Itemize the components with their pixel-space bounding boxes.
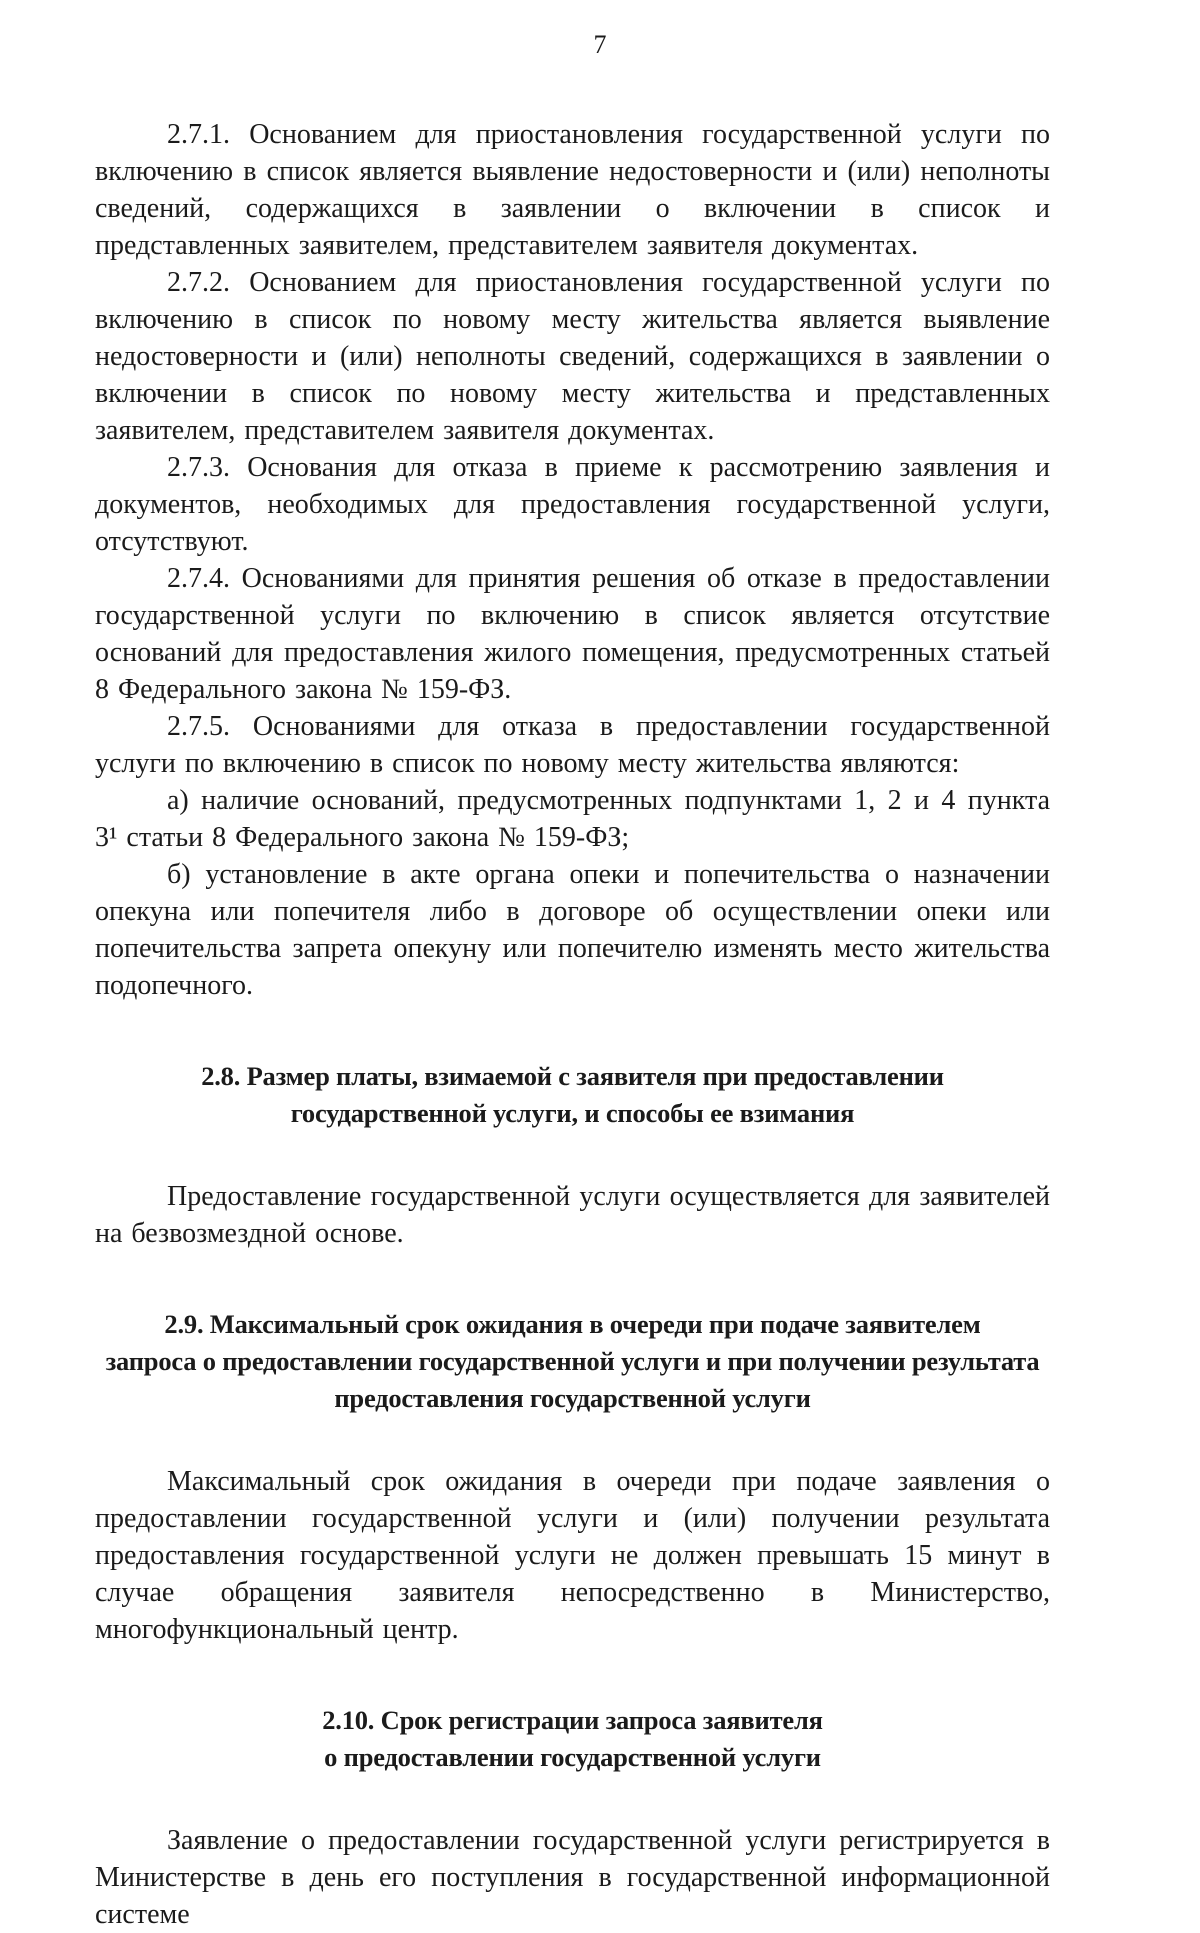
section-heading-2-9-line-2: запроса о предоставлении государственной услуги и при получении результата bbox=[105, 1346, 1040, 1376]
paragraph-2-10: Заявление о предоставлении государственной услуги регистрируется в Министерстве в день его поступления в государственной информационной системе bbox=[95, 1825, 1050, 1930]
paragraph-2-7-4: 2.7.4. Основаниями для принятия решения об отказе в предоставлении государственной услуги по включению в список является отсутствие оснований для предоставления жилого помещения, предусмотренных статьей 8 Федерального закона № 159-ФЗ. bbox=[95, 563, 1050, 705]
paragraph-2-7-3: 2.7.3. Основания для отказа в приеме к рассмотрению заявления и документов, необходимых для предоставления государственной услуги, отсутствуют. bbox=[95, 452, 1050, 557]
page-number: 7 bbox=[593, 30, 607, 59]
section-heading-2-8 bbox=[95, 1058, 1050, 1132]
paragraph-2-8: Предоставление государственной услуги осуществляется для заявителей на безвозмездной основе. bbox=[95, 1181, 1050, 1249]
paragraph-2-7-1: 2.7.1. Основанием для приостановления государственной услуги по включению в список является выявление недостоверности и (или) неполноты сведений, содержащихся в заявлении о включении в список и представленных заявителем, представителем заявителя документах. bbox=[95, 119, 1050, 261]
section-heading-2-9-line-3: предоставления государственной услуги bbox=[334, 1383, 811, 1413]
paragraph-2-7-5-item-a: а) наличие оснований, предусмотренных подпунктами 1, 2 и 4 пункта 3¹ статьи 8 Федерального закона № 159-ФЗ; bbox=[95, 785, 1050, 853]
section-heading-2-9-line-1: 2.9. Максимальный срок ожидания в очереди при подаче заявителем bbox=[164, 1309, 981, 1339]
document-body bbox=[0, 60, 1200, 1933]
section-heading-2-8-line-1: 2.8. Размер платы, взимаемой с заявителя при предоставлении bbox=[201, 1061, 944, 1091]
section-heading-2-10-line-1: 2.10. Срок регистрации запроса заявителя bbox=[322, 1705, 823, 1735]
paragraph-2-7-2: 2.7.2. Основанием для приостановления государственной услуги по включению в список по новому месту жительства является выявление недостоверности и (или) неполноты сведений, содержащихся в заявлении о включении в список по новому месту жительства и представленных заявителем, представителем заявителя документах. bbox=[95, 267, 1050, 446]
section-heading-2-10 bbox=[95, 1702, 1050, 1776]
paragraph-2-7-5: 2.7.5. Основаниями для отказа в предоставлении государственной услуги по включению в список по новому месту жительства являются: bbox=[95, 711, 1050, 779]
section-heading-2-9 bbox=[95, 1306, 1050, 1417]
paragraph-2-7-5-item-b: б) установление в акте органа опеки и попечительства о назначении опекуна или попечителя либо в договоре об осуществлении опеки или попечительства запрета опекуну или попечителю изменять место жительства подопечного. bbox=[95, 859, 1050, 1001]
paragraph-2-9: Максимальный срок ожидания в очереди при подаче заявления о предоставлении государственной услуги и (или) получении результата предоставления государственной услуги не должен превышать 15 минут в случае обращения заявителя непосредственно в Министерство, многофункциональный центр. bbox=[95, 1466, 1050, 1645]
section-heading-2-10-line-2: о предоставлении государственной услуги bbox=[324, 1742, 821, 1772]
section-heading-2-8-line-2: государственной услуги, и способы ее взимания bbox=[290, 1098, 855, 1128]
